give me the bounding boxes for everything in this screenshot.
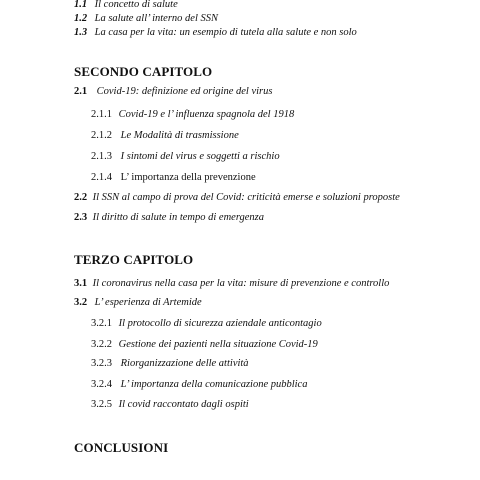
toc-entry-2-3: [74, 211, 264, 224]
toc-number: 2.2: [74, 192, 88, 203]
toc-number: 3.2.5: [91, 399, 112, 410]
toc-entry-3-2-4: [91, 378, 307, 391]
toc-entry-2-2: [74, 191, 400, 204]
toc-text: Il covid raccontato dagli ospiti: [118, 399, 249, 410]
toc-entry-2-1-2: [91, 129, 239, 142]
toc-text: Gestione dei pazienti nella situazione Covid-19: [118, 339, 318, 350]
toc-entry-3-1: [74, 277, 389, 290]
toc-text: Il SSN al campo di prova del Covid: criticità emerse e soluzioni proposte: [92, 192, 400, 203]
toc-entry-1-1: [74, 0, 178, 11]
toc-text: L’ importanza della comunicazione pubblica: [120, 379, 308, 390]
toc-text: Covid-19: definizione ed origine del virus: [96, 86, 273, 97]
toc-text: La casa per la vita: un esempio di tutela alla salute e non solo: [94, 27, 357, 38]
toc-number: 3.2.3: [91, 358, 112, 369]
toc-number: 1.2: [74, 13, 88, 24]
toc-number: 2.1.4: [91, 172, 112, 183]
toc-text: I sintomi del virus e soggetti a rischio: [120, 151, 280, 162]
toc-entry-2-1-4: [91, 171, 256, 184]
toc-entry-3-2-3: [91, 357, 249, 370]
toc-text: Riorganizzazione delle attività: [120, 358, 249, 369]
chapter-3-title: TERZO CAPITOLO: [74, 252, 194, 267]
chapter-2-title: SECONDO CAPITOLO: [74, 64, 213, 79]
toc-entry-3-2: [74, 296, 202, 309]
conclusions-title: CONCLUSIONI: [74, 440, 169, 455]
toc-number: 3.2.2: [91, 339, 112, 350]
toc-text: Il concetto di salute: [94, 0, 178, 10]
toc-text: Il coronavirus nella casa per la vita: misure di prevenzione e controllo: [92, 278, 390, 289]
toc-number: 3.2.4: [91, 379, 112, 390]
toc-number: 2.1.1: [91, 109, 112, 120]
toc-entry-1-3: [74, 26, 357, 39]
toc-number: 3.2: [74, 297, 88, 308]
toc-number: 2.3: [74, 212, 88, 223]
toc-number: 2.1.2: [91, 130, 112, 141]
toc-number: 2.1.3: [91, 151, 112, 162]
toc-text: Il protocollo di sicurezza aziendale anticontagio: [118, 318, 322, 329]
toc-number: 3.2.1: [91, 318, 112, 329]
toc-entry-1-2: [74, 12, 218, 25]
toc-number: 1.1: [74, 0, 88, 10]
toc-text: Covid-19 e l’ influenza spagnola del 1918: [118, 109, 295, 120]
toc-text: L’ esperienza di Artemide: [94, 297, 202, 308]
toc-number: 2.1: [74, 86, 88, 97]
toc-number: 3.1: [74, 278, 88, 289]
toc-text: L’ importanza della prevenzione: [120, 172, 256, 183]
toc-entry-2-1-1: [91, 108, 294, 121]
toc-entry-2-1-3: [91, 150, 280, 163]
toc-text: Il diritto di salute in tempo di emergenza: [92, 212, 265, 223]
toc-text: Le Modalità di trasmissione: [120, 130, 239, 141]
toc-entry-3-2-5: [91, 398, 249, 411]
toc-entry-3-2-1: [91, 317, 322, 330]
toc-text: La salute all’ interno del SSN: [94, 13, 218, 24]
toc-entry-2-1: [74, 85, 272, 98]
toc-entry-3-2-2: [91, 338, 318, 351]
toc-number: 1.3: [74, 27, 88, 38]
